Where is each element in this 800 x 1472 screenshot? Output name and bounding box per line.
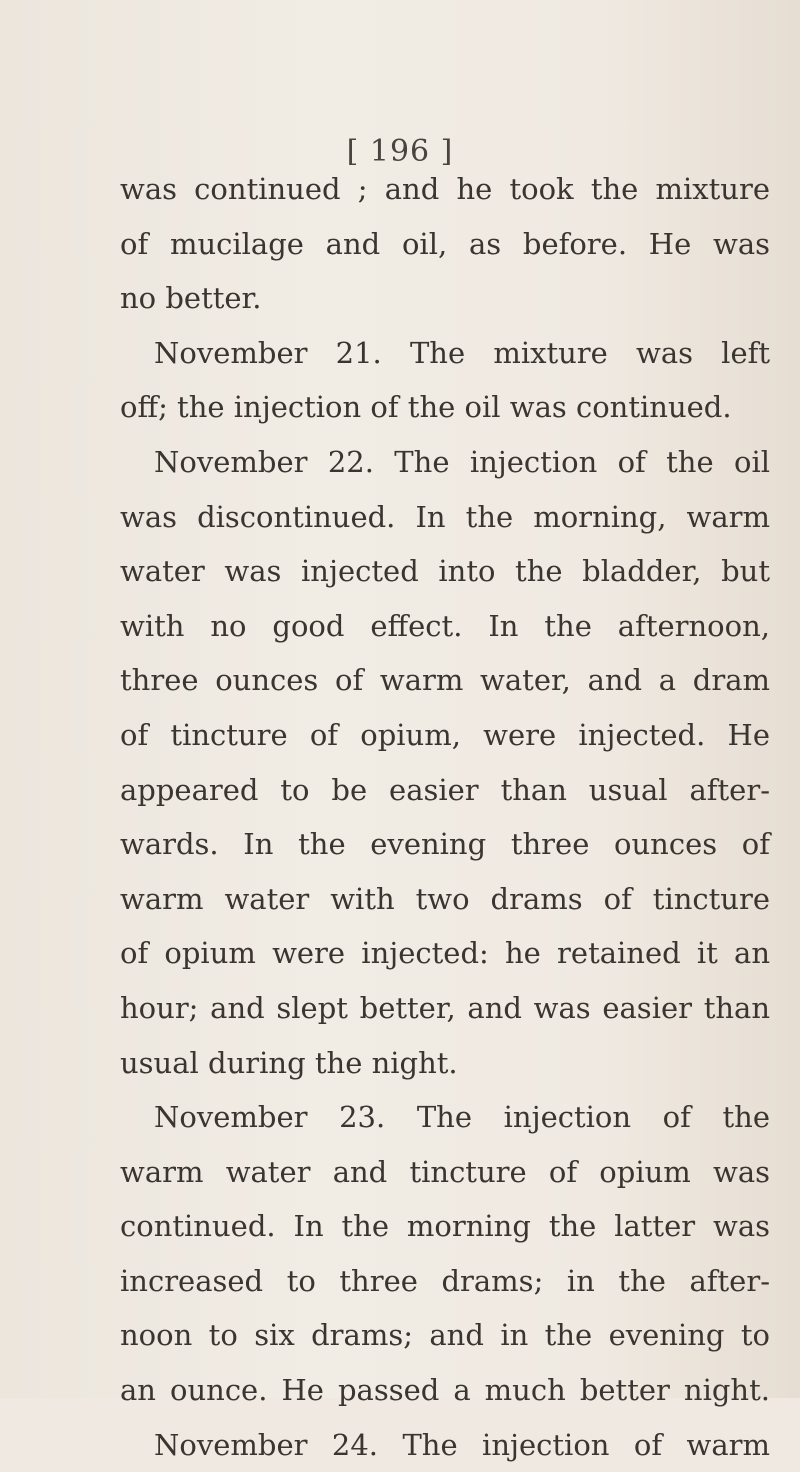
text-line: November 21. The mixture was left — [154, 335, 770, 370]
text-line: hour; and slept better, and was easier than — [120, 990, 770, 1025]
text-line: an ounce. He passed a much better night. — [120, 1373, 770, 1408]
text-line: three ounces of warm water, and a dram — [120, 663, 770, 698]
text-line: continued. In the morning the latter was — [120, 1209, 770, 1244]
text-line: of mucilage and oil, as before. He was — [120, 226, 770, 261]
text-line: no better. — [120, 281, 262, 316]
text-line: wards. In the evening three ounces of — [120, 827, 770, 862]
text-line: water was injected into the bladder, but — [120, 554, 770, 589]
text-line: November 24. The injection of warm — [154, 1427, 770, 1462]
text-line: warm water with two drams of tincture — [120, 881, 770, 916]
text-line: off; the injection of the oil was continued. — [120, 390, 732, 425]
page-number: [ 196 ] — [346, 134, 454, 169]
text-line: with no good effect. In the afternoon, — [120, 608, 770, 643]
text-line: of opium were injected: he retained it an — [120, 936, 770, 971]
text-line: November 23. The injection of the — [154, 1100, 770, 1135]
text-line: November 22. The injection of the oil — [154, 444, 770, 479]
text-line: noon to six drams; and in the evening to — [120, 1318, 770, 1353]
text-line: was discontinued. In the morning, warm — [120, 499, 770, 534]
text-line: appeared to be easier than usual after- — [120, 772, 770, 807]
text-line: usual during the night. — [120, 1045, 458, 1080]
body-text — [120, 162, 770, 1472]
text-line: warm water and tincture of opium was — [120, 1154, 770, 1189]
text-line: was continued ; and he took the mixture — [120, 172, 770, 206]
text-line: of tincture of opium, were injected. He — [120, 717, 770, 752]
text-line: increased to three drams; in the after- — [120, 1263, 770, 1298]
